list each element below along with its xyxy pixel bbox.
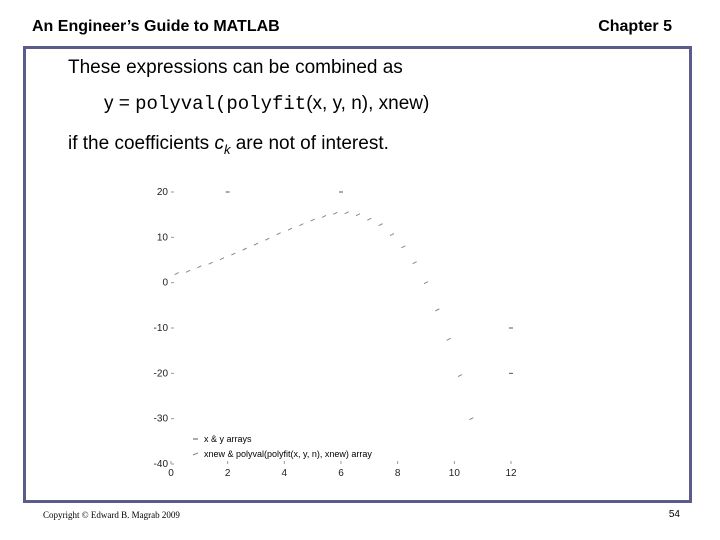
- y-tick-label: -30: [153, 413, 168, 425]
- y-tick-label: 0: [162, 277, 168, 289]
- line2-code: polyval(polyfit: [135, 93, 307, 115]
- text-line-2: [104, 93, 429, 115]
- y-tick-label: -20: [153, 368, 168, 380]
- header-title-left: An Engineer’s Guide to MATLAB: [32, 18, 280, 35]
- x-tick-label: 0: [168, 468, 174, 479]
- copyright: Copyright © Edward B. Magrab 2009: [43, 510, 180, 520]
- line2-prefix: y =: [104, 93, 136, 114]
- y-tick-label: -10: [153, 323, 168, 334]
- y-tick-label: 10: [156, 232, 168, 244]
- line3-var: c: [214, 133, 224, 154]
- page-number: 54: [668, 509, 680, 520]
- y-tick-label: -40: [153, 459, 168, 470]
- line3-after: are not of interest.: [230, 133, 389, 154]
- legend-label-x-y-arrays: x & y arrays: [204, 434, 252, 444]
- y-tick-label: 20: [156, 187, 168, 198]
- line3-before: if the coefficients: [68, 133, 215, 154]
- x-tick-label: 4: [281, 468, 288, 479]
- text-line-3: [68, 133, 389, 157]
- text-line-1: These expressions can be combined as: [68, 57, 403, 78]
- x-tick-label: 6: [338, 468, 344, 479]
- line3-sub: k: [223, 141, 231, 157]
- x-tick-label: 8: [394, 468, 401, 479]
- slide-frame: [23, 46, 692, 503]
- x-tick-label: 2: [224, 468, 231, 479]
- legend-label-xnew-polyval: xnew & polyval(polyfit(x, y, n), xnew) array: [204, 449, 372, 459]
- header-chapter: Chapter 5: [598, 18, 672, 35]
- line2-mid: (x, y, n), xnew): [306, 93, 430, 114]
- x-tick-label: 12: [505, 468, 517, 479]
- x-tick-label: 10: [448, 468, 460, 479]
